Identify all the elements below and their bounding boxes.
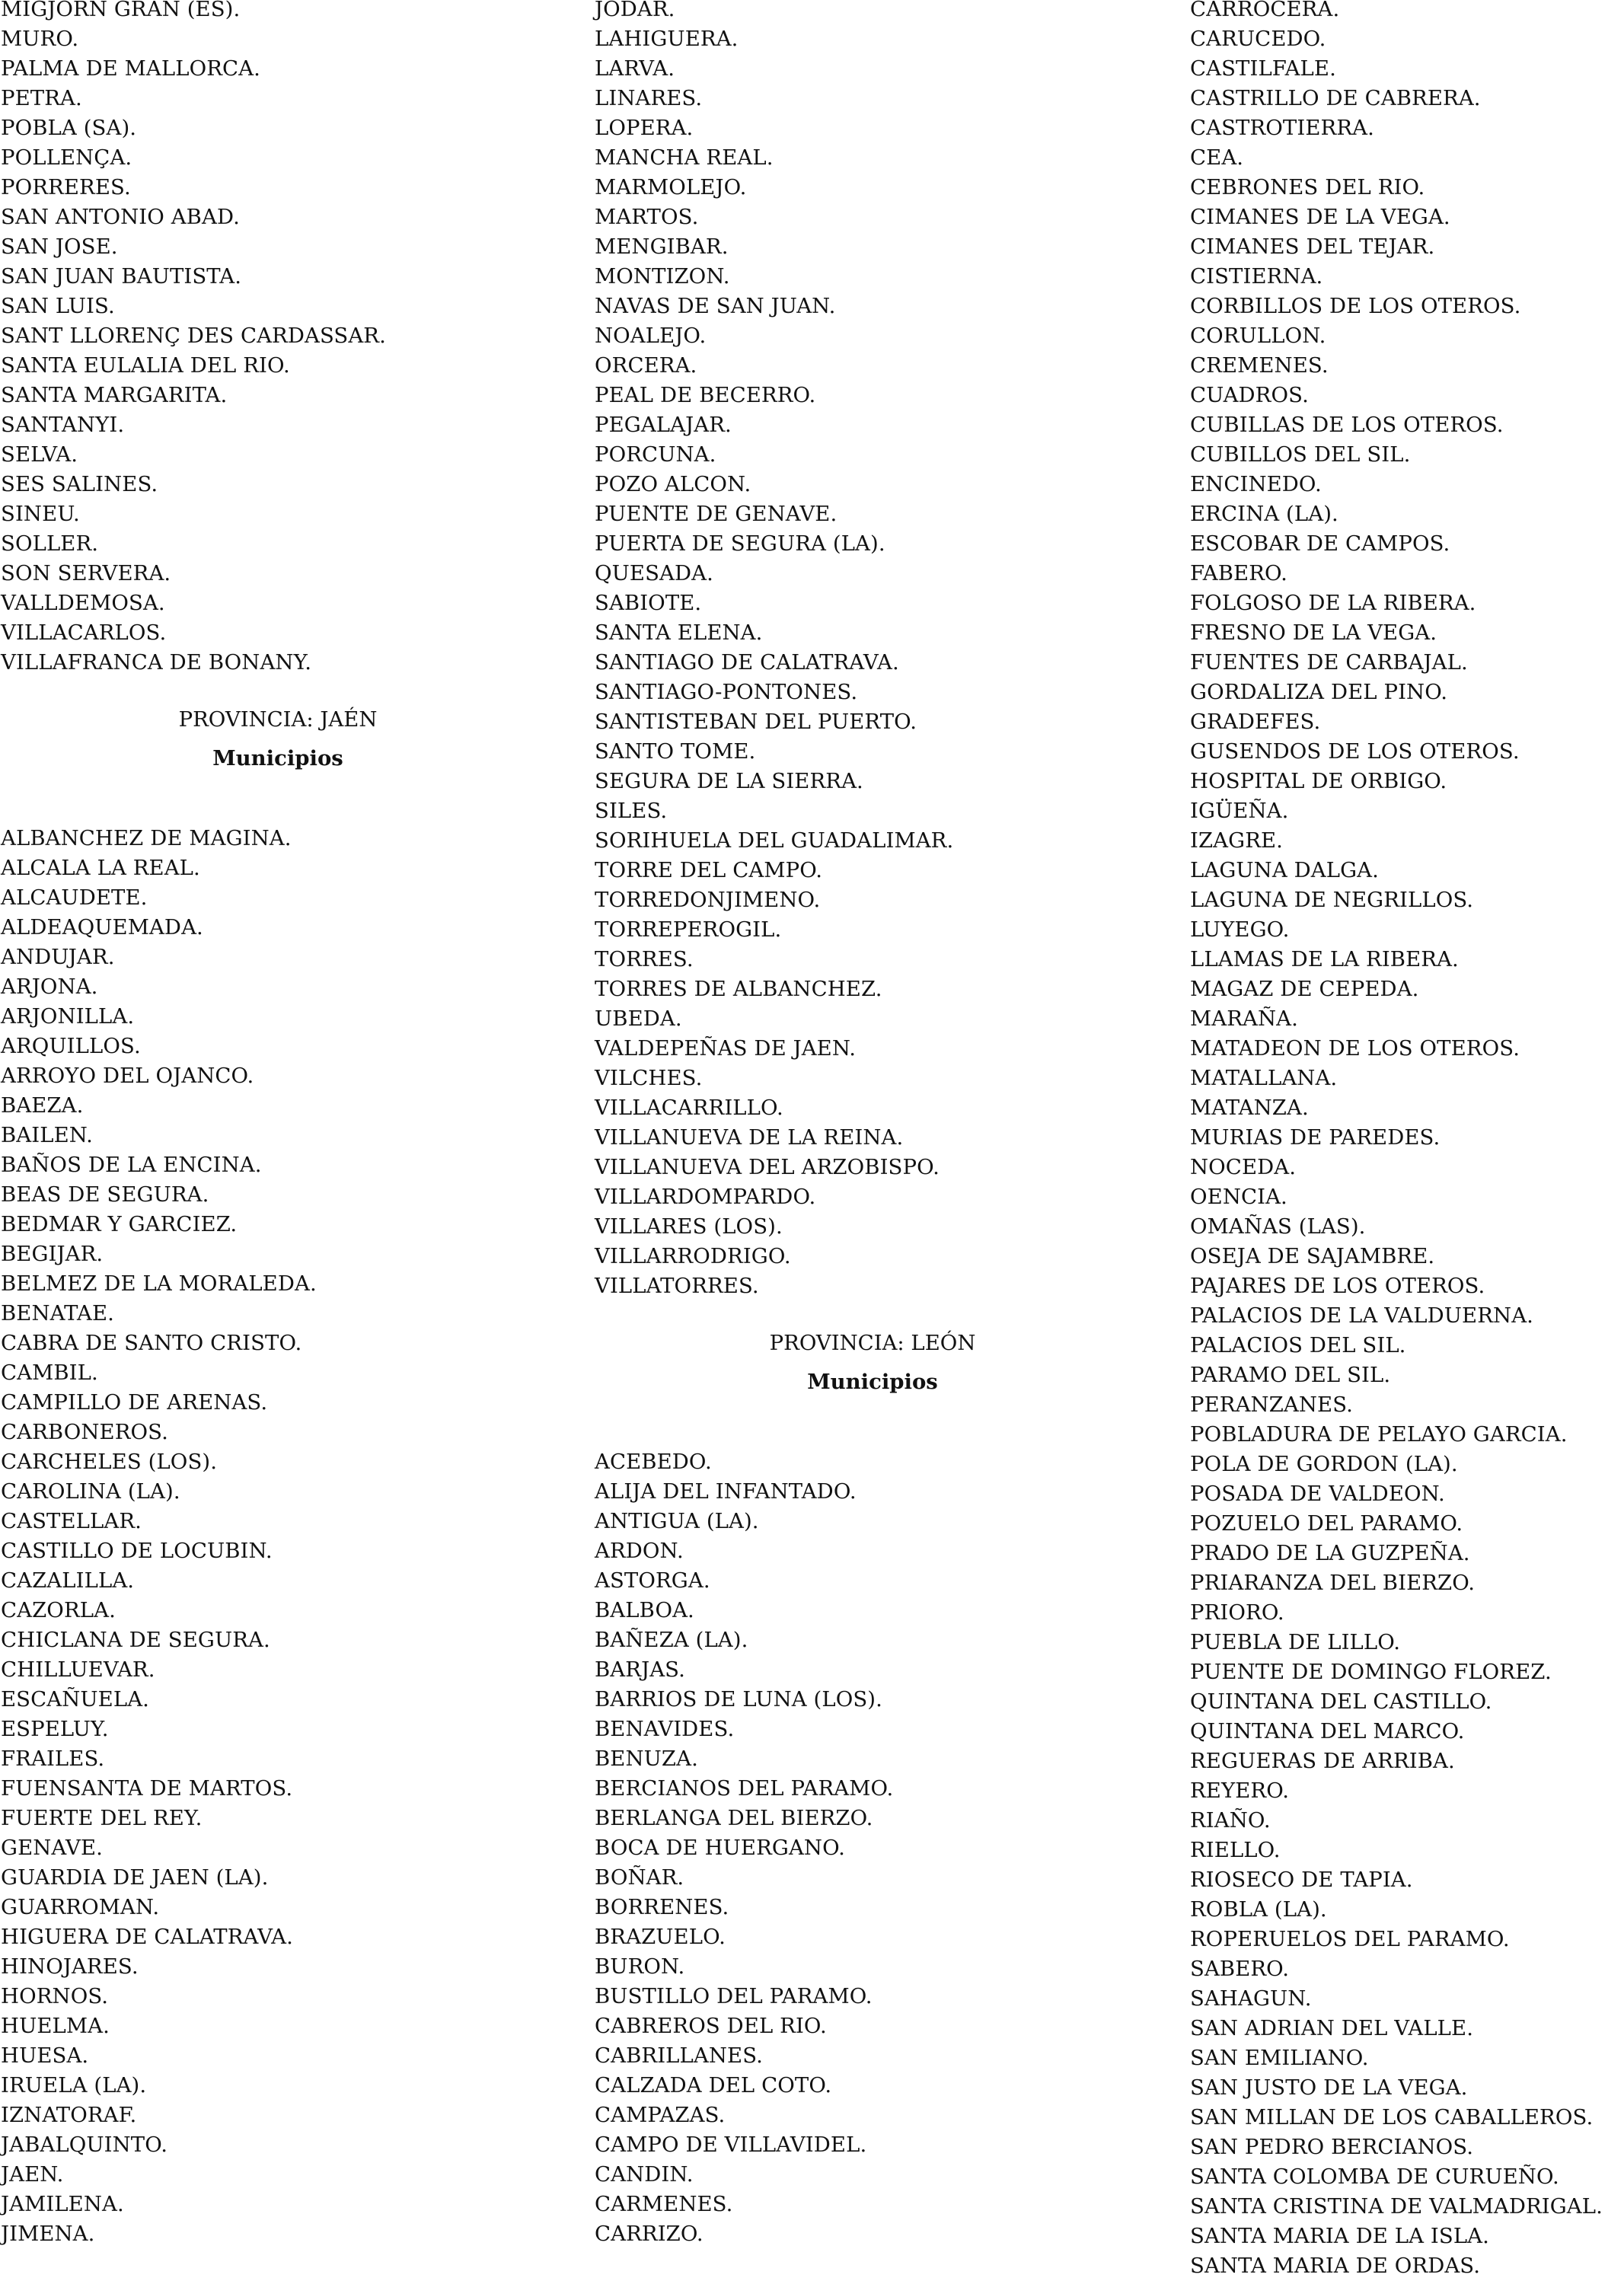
municipality-entry: SAN PEDRO BERCIANOS. [1190, 2135, 1474, 2159]
municipality-entry: BERLANGA DEL BIERZO. [595, 1806, 873, 1830]
municipality-entry: ARJONILLA. [1, 1004, 135, 1029]
municipality-entry: BUSTILLO DEL PARAMO. [595, 1984, 873, 2008]
municipality-entry: BARRIOS DE LUNA (LOS). [595, 1687, 882, 1712]
municipality-entry: GUSENDOS DE LOS OTEROS. [1190, 739, 1520, 764]
municipality-entry: VILLATORRES. [595, 1274, 759, 1298]
municipality-entry: FUENSANTA DE MARTOS. [1, 1776, 293, 1801]
municipality-entry: PEAL DE BECERRO. [595, 383, 816, 407]
municipality-entry: FRESNO DE LA VEGA. [1190, 620, 1437, 645]
municipality-entry: ANTIGUA (LA). [595, 1509, 759, 1533]
municipality-entry: BORRENES. [595, 1895, 729, 1919]
municipality-entry: LINARES. [595, 86, 703, 110]
municipality-entry: BRAZUELO. [595, 1925, 726, 1949]
municipality-entry: RIOSECO DE TAPIA. [1190, 1868, 1413, 1892]
municipality-entry: POSADA DE VALDEON. [1190, 1482, 1445, 1506]
municipality-entry: CEBRONES DEL RIO. [1190, 175, 1425, 199]
municipality-entry: ESCOBAR DE CAMPOS. [1190, 531, 1450, 556]
municipality-entry: PUENTE DE DOMINGO FLOREZ. [1190, 1660, 1552, 1684]
municipality-entry: BEGIJAR. [1, 1242, 104, 1266]
municipality-entry: POZO ALCON. [595, 472, 751, 496]
municipality-entry: CALZADA DEL COTO. [595, 2073, 832, 2098]
municipality-entry: CORBILLOS DE LOS OTEROS. [1190, 294, 1521, 318]
municipality-entry: REGUERAS DE ARRIBA. [1190, 1749, 1455, 1773]
municipality-entry: FABERO. [1190, 561, 1287, 585]
municipality-entry: SABERO. [1190, 1957, 1290, 1981]
municipality-entry: NOALEJO. [595, 324, 707, 348]
municipality-entry: LAHIGUERA. [595, 27, 739, 51]
municipality-entry: SANTA COLOMBA DE CURUEÑO. [1190, 2165, 1559, 2189]
municipality-entry: TORRE DEL CAMPO. [595, 858, 823, 882]
municipality-entry: SAHAGUN. [1190, 1986, 1312, 2011]
municipality-entry: CASTROTIERRA. [1190, 116, 1374, 140]
municipality-entry: GORDALIZA DEL PINO. [1190, 680, 1448, 704]
municipality-entry: PALMA DE MALLORCA. [1, 56, 260, 81]
municipality-entry: ALIJA DEL INFANTADO. [595, 1479, 857, 1504]
municipality-entry: BENAVIDES. [595, 1717, 735, 1741]
column-1 [1, 0, 534, 2249]
municipality-entry: SAN LUIS. [1, 294, 115, 318]
municipality-entry: HUELMA. [1, 2014, 110, 2038]
municipality-entry: MIGJORN GRAN (ES). [1, 0, 241, 21]
municipality-entry: BERCIANOS DEL PARAMO. [595, 1776, 894, 1801]
municipality-entry: CABREROS DEL RIO. [595, 2014, 827, 2038]
municipality-entry: ENCINEDO. [1190, 472, 1322, 496]
municipality-entry: SANTO TOME. [595, 739, 756, 764]
municipality-entry: IGÜEÑA. [1190, 799, 1289, 823]
municipality-entry: MATANZA. [1190, 1096, 1309, 1120]
municipality-entry: PRIARANZA DEL BIERZO. [1190, 1571, 1476, 1595]
spacer [1, 794, 534, 824]
municipality-entry: BOÑAR. [595, 1865, 684, 1890]
municipality-entry: OMAÑAS (LAS). [1190, 1214, 1366, 1239]
municipality-entry: HOSPITAL DE ORBIGO. [1190, 769, 1447, 793]
municipality-entry: SES SALINES. [1, 472, 158, 496]
municipality-entry: CANDIN. [595, 2162, 694, 2187]
municipality-entry: SANTA MARIA DE ORDAS. [1190, 2254, 1481, 2278]
municipality-entry: ALCAUDETE. [1, 885, 148, 910]
municipality-entry: CABRILLANES. [595, 2043, 763, 2068]
municipality-entry: RIELLO. [1190, 1838, 1281, 1862]
column-2 [595, 0, 1128, 2249]
municipality-entry: REYERO. [1190, 1779, 1290, 1803]
municipality-entry: SINEU. [1, 502, 80, 526]
spacer [595, 1301, 1128, 1331]
municipality-entry: LUYEGO. [1190, 917, 1290, 942]
column-3 [1190, 0, 1624, 2281]
municipality-entry: BAILEN. [1, 1123, 94, 1147]
municipality-entry: SANTA ELENA. [595, 620, 763, 645]
municipality-entry: OENCIA. [1190, 1185, 1287, 1209]
municipios-subheading: Municipios [807, 1370, 938, 1394]
spacer [1, 678, 534, 707]
municipality-entry: QUINTANA DEL CASTILLO. [1190, 1689, 1492, 1714]
municipality-entry: BEDMAR Y GARCIEZ. [1, 1212, 238, 1236]
municipality-entry: CISTIERNA. [1190, 264, 1323, 289]
municipality-entry: MATADEON DE LOS OTEROS. [1190, 1036, 1520, 1061]
municipality-entry: FOLGOSO DE LA RIBERA. [1190, 591, 1476, 615]
municipality-entry: SANTA EULALIA DEL RIO. [1, 353, 290, 378]
municipality-entry: BALBOA. [595, 1598, 694, 1622]
municipality-entry: SANTISTEBAN DEL PUERTO. [595, 710, 917, 734]
municipality-entry: VALDEPEÑAS DE JAEN. [595, 1036, 857, 1061]
municipality-entry: VILLARRODRIGO. [595, 1244, 791, 1268]
municipality-entry: CAMPO DE VILLAVIDEL. [595, 2133, 867, 2157]
municipality-entry: MURO. [1, 27, 79, 51]
municipality-entry: PETRA. [1, 86, 82, 110]
municipality-entry: SEGURA DE LA SIERRA. [595, 769, 863, 793]
municipality-entry: ERCINA (LA). [1190, 502, 1338, 526]
municipality-entry: ALCALA LA REAL. [1, 856, 200, 880]
municipality-entry: CIMANES DE LA VEGA. [1190, 205, 1450, 229]
municipality-entry: SAN JUAN BAUTISTA. [1, 264, 242, 289]
municipality-entry: CUADROS. [1190, 383, 1309, 407]
municipality-entry: BENATAE. [1, 1301, 115, 1326]
municipality-entry: ESCAÑUELA. [1, 1687, 149, 1712]
municipality-entry: JABALQUINTO. [1, 2133, 168, 2157]
municipality-entry: CASTRILLO DE CABRERA. [1190, 86, 1481, 110]
municipality-entry: ACEBEDO. [595, 1450, 712, 1474]
municipality-entry: LLAMAS DE LA RIBERA. [1190, 947, 1459, 971]
municipality-entry: POZUELO DEL PARAMO. [1190, 1511, 1463, 1536]
municipality-entry: BAEZA. [1, 1093, 84, 1118]
municipality-entry: VILLANUEVA DEL ARZOBISPO. [595, 1155, 940, 1179]
municipality-entry: ARJONA. [1, 975, 98, 999]
spacer [595, 1394, 1128, 1418]
municipality-entry: ORCERA. [595, 353, 697, 378]
municipality-entry: CASTELLAR. [1, 1509, 142, 1533]
municipality-entry: ARDON. [595, 1539, 684, 1563]
municipality-entry: CUBILLAS DE LOS OTEROS. [1190, 413, 1504, 437]
municipality-entry: CIMANES DEL TEJAR. [1190, 234, 1435, 259]
municipality-entry: SAN JUSTO DE LA VEGA. [1190, 2075, 1468, 2100]
municipality-entry: VILLACARLOS. [1, 620, 167, 645]
municipality-entry: BARJAS. [595, 1657, 685, 1682]
municipality-entry: TORRES. [595, 947, 694, 971]
municipality-entry: MENGIBAR. [595, 234, 729, 259]
municipality-entry: CHICLANA DE SEGURA. [1, 1628, 270, 1652]
municipality-entry: POLA DE GORDON (LA). [1190, 1452, 1458, 1476]
municipality-entry: SAN ANTONIO ABAD. [1, 205, 240, 229]
municipality-entry: CASTILLO DE LOCUBIN. [1, 1539, 273, 1563]
municipality-entry: OSEJA DE SAJAMBRE. [1190, 1244, 1435, 1268]
municipality-entry: LAGUNA DALGA. [1190, 858, 1379, 882]
municipality-entry: PORRERES. [1, 175, 131, 199]
province-heading: PROVINCIA: LEÓN [769, 1331, 976, 1355]
municipality-entry: FUENTES DE CARBAJAL. [1190, 650, 1468, 675]
municipality-entry: VILLACARRILLO. [595, 1096, 783, 1120]
municipality-entry: CAZORLA. [1, 1598, 116, 1622]
municipality-entry: CAMPILLO DE ARENAS. [1, 1390, 268, 1415]
municipality-entry: SORIHUELA DEL GUADALIMAR. [595, 828, 954, 853]
municipality-entry: HIGUERA DE CALATRAVA. [1, 1925, 293, 1949]
municipality-entry: VILCHES. [595, 1066, 703, 1090]
municipality-entry: SAN MILLAN DE LOS CABALLEROS. [1190, 2105, 1594, 2129]
municipality-entry: BEAS DE SEGURA. [1, 1182, 209, 1207]
municipality-entry: ROPERUELOS DEL PARAMO. [1190, 1927, 1510, 1951]
municipality-entry: FUERTE DEL REY. [1, 1806, 203, 1830]
municipality-entry: PUERTA DE SEGURA (LA). [595, 531, 885, 556]
spacer [1, 732, 534, 746]
municipality-entry: POBLA (SA). [1, 116, 137, 140]
municipality-entry: BELMEZ DE LA MORALEDA. [1, 1271, 317, 1296]
spacer [595, 1418, 1128, 1447]
municipality-entry: POBLADURA DE PELAYO GARCIA. [1190, 1422, 1568, 1447]
municipality-entry: HINOJARES. [1, 1954, 139, 1979]
municipality-entry: SILES. [595, 799, 668, 823]
municipality-entry: HUESA. [1, 2043, 89, 2068]
municipality-entry: VILLARDOMPARDO. [595, 1185, 816, 1209]
municipality-entry: VILLARES (LOS). [595, 1214, 783, 1239]
municipality-entry: CORULLON. [1190, 324, 1326, 348]
municipality-entry: PERANZANES. [1190, 1393, 1354, 1417]
municipality-entry: SANTIAGO DE CALATRAVA. [595, 650, 899, 675]
municipality-entry: CARCHELES (LOS). [1, 1450, 218, 1474]
spacer [1, 770, 534, 794]
municipality-entry: LOPERA. [595, 116, 694, 140]
municipality-entry: MAGAZ DE CEPEDA. [1190, 977, 1419, 1001]
municipality-entry: SELVA. [1, 442, 78, 467]
municipality-entry: JAMILENA. [1, 2192, 124, 2216]
municipality-entry: MARMOLEJO. [595, 175, 747, 199]
municipality-entry: CABRA DE SANTO CRISTO. [1, 1331, 302, 1355]
municipality-entry: PAJARES DE LOS OTEROS. [1190, 1274, 1485, 1298]
municipality-entry: TORRES DE ALBANCHEZ. [595, 977, 882, 1001]
municipality-entry: SANT LLORENÇ DES CARDASSAR. [1, 324, 386, 348]
municipality-entry: BAÑOS DE LA ENCINA. [1, 1153, 262, 1177]
municipality-entry: SAN JOSE. [1, 234, 118, 259]
municipality-entry: CAMPAZAS. [595, 2103, 726, 2127]
municipality-entry: ARROYO DEL OJANCO. [1, 1064, 254, 1088]
municipality-entry: MANCHA REAL. [595, 145, 774, 170]
municipality-entry: CREMENES. [1190, 353, 1329, 378]
municipality-entry: TORREPEROGIL. [595, 917, 782, 942]
municipality-entry: CASTILFALE. [1190, 56, 1336, 81]
municipality-entry: SANTA CRISTINA DE VALMADRIGAL. [1190, 2194, 1603, 2219]
municipality-entry: MONTIZON. [595, 264, 730, 289]
municipality-entry: BAÑEZA (LA). [595, 1628, 748, 1652]
municipality-entry: GRADEFES. [1190, 710, 1321, 734]
municipality-entry: PEGALAJAR. [595, 413, 732, 437]
municipality-entry: SAN ADRIAN DEL VALLE. [1190, 2016, 1474, 2040]
municipality-entry: CAMBIL. [1, 1361, 98, 1385]
municipality-entry: BOCA DE HUERGANO. [595, 1836, 845, 1860]
municipality-entry: PALACIOS DEL SIL. [1190, 1333, 1406, 1357]
municipality-entry: CHILLUEVAR. [1, 1657, 155, 1682]
municipality-entry: CAZALILLA. [1, 1568, 135, 1593]
municipality-entry: SANTIAGO-PONTONES. [595, 680, 858, 704]
municipality-entry: SOLLER. [1, 531, 99, 556]
municipality-entry: JIMENA. [1, 2222, 95, 2246]
municipality-entry: BENUZA. [595, 1747, 698, 1771]
municipality-entry: MURIAS DE PAREDES. [1190, 1125, 1441, 1150]
municipality-entry: PRIORO. [1190, 1600, 1284, 1625]
municipality-entry: ESPELUY. [1, 1717, 109, 1741]
municipality-entry: MARAÑA. [1190, 1007, 1298, 1031]
municipality-entry: CAROLINA (LA). [1, 1479, 180, 1504]
municipality-entry: JODAR. [595, 0, 675, 21]
municipality-entry: MATALLANA. [1190, 1066, 1338, 1090]
municipality-entry: UBEDA. [595, 1007, 682, 1031]
municipality-entry: GUARDIA DE JAEN (LA). [1, 1865, 269, 1890]
municipality-entry: PRADO DE LA GUZPEÑA. [1190, 1541, 1470, 1565]
municipality-entry: SANTA MARGARITA. [1, 383, 228, 407]
municipality-entry: CUBILLOS DEL SIL. [1190, 442, 1411, 467]
municipality-entry: GENAVE. [1, 1836, 103, 1860]
municipality-entry: HORNOS. [1, 1984, 109, 2008]
municipality-entry: PALACIOS DE LA VALDUERNA. [1190, 1303, 1533, 1328]
municipality-entry: TORREDONJIMENO. [595, 888, 821, 912]
municipality-entry: NAVAS DE SAN JUAN. [595, 294, 836, 318]
municipality-entry: IZNATORAF. [1, 2103, 137, 2127]
municipality-entry: BURON. [595, 1954, 685, 1979]
municipality-entry: PUEBLA DE LILLO. [1190, 1630, 1401, 1654]
municipality-entry: GUARROMAN. [1, 1895, 160, 1919]
municipality-entry: ANDUJAR. [1, 945, 115, 969]
province-heading: PROVINCIA: JAÉN [178, 707, 378, 732]
municipality-entry: CARBONEROS. [1, 1420, 168, 1444]
municipality-entry: ASTORGA. [595, 1568, 710, 1593]
municipality-entry: CARROCERA. [1190, 0, 1340, 21]
municipality-entry: SAN EMILIANO. [1190, 2046, 1369, 2070]
municipality-entry: NOCEDA. [1190, 1155, 1297, 1179]
municipality-entry: CEA. [1190, 145, 1244, 170]
municipality-entry: QUESADA. [595, 561, 713, 585]
municipality-entry: CARMENES. [595, 2192, 733, 2216]
municipality-entry: SANTA MARIA DE LA ISLA. [1190, 2224, 1489, 2248]
municipality-entry: POLLENÇA. [1, 145, 132, 170]
municipality-entry: CARUCEDO. [1190, 27, 1326, 51]
municipios-subheading: Municipios [212, 746, 343, 770]
municipality-entry: ALDEAQUEMADA. [1, 915, 203, 940]
municipality-entry: SANTANYI. [1, 413, 125, 437]
municipality-entry: LAGUNA DE NEGRILLOS. [1190, 888, 1474, 912]
municipality-entry: MARTOS. [595, 205, 699, 229]
municipality-entry: PORCUNA. [595, 442, 716, 467]
municipality-entry: ROBLA (LA). [1190, 1897, 1327, 1922]
municipality-entry: IZAGRE. [1190, 828, 1284, 853]
municipality-entry: SABIOTE. [595, 591, 702, 615]
municipality-entry: IRUELA (LA). [1, 2073, 147, 2098]
municipality-entry: VILLANUEVA DE LA REINA. [595, 1125, 904, 1150]
municipality-entry: ALBANCHEZ DE MAGINA. [1, 826, 292, 850]
municipality-entry: QUINTANA DEL MARCO. [1190, 1719, 1465, 1743]
municipality-entry: ARQUILLOS. [1, 1034, 141, 1058]
municipality-entry: VALLDEMOSA. [1, 591, 165, 615]
municipality-entry: VILLAFRANCA DE BONANY. [1, 650, 312, 675]
municipality-entry: LARVA. [595, 56, 675, 81]
municipality-entry: PUENTE DE GENAVE. [595, 502, 838, 526]
municipality-entry: SON SERVERA. [1, 561, 171, 585]
municipality-entry: CARRIZO. [595, 2222, 704, 2246]
municipality-entry: JAEN. [1, 2162, 64, 2187]
municipality-entry: FRAILES. [1, 1747, 105, 1771]
municipality-entry: PARAMO DEL SIL. [1190, 1363, 1391, 1387]
municipality-entry: RIAÑO. [1190, 1808, 1271, 1833]
spacer [595, 1355, 1128, 1370]
